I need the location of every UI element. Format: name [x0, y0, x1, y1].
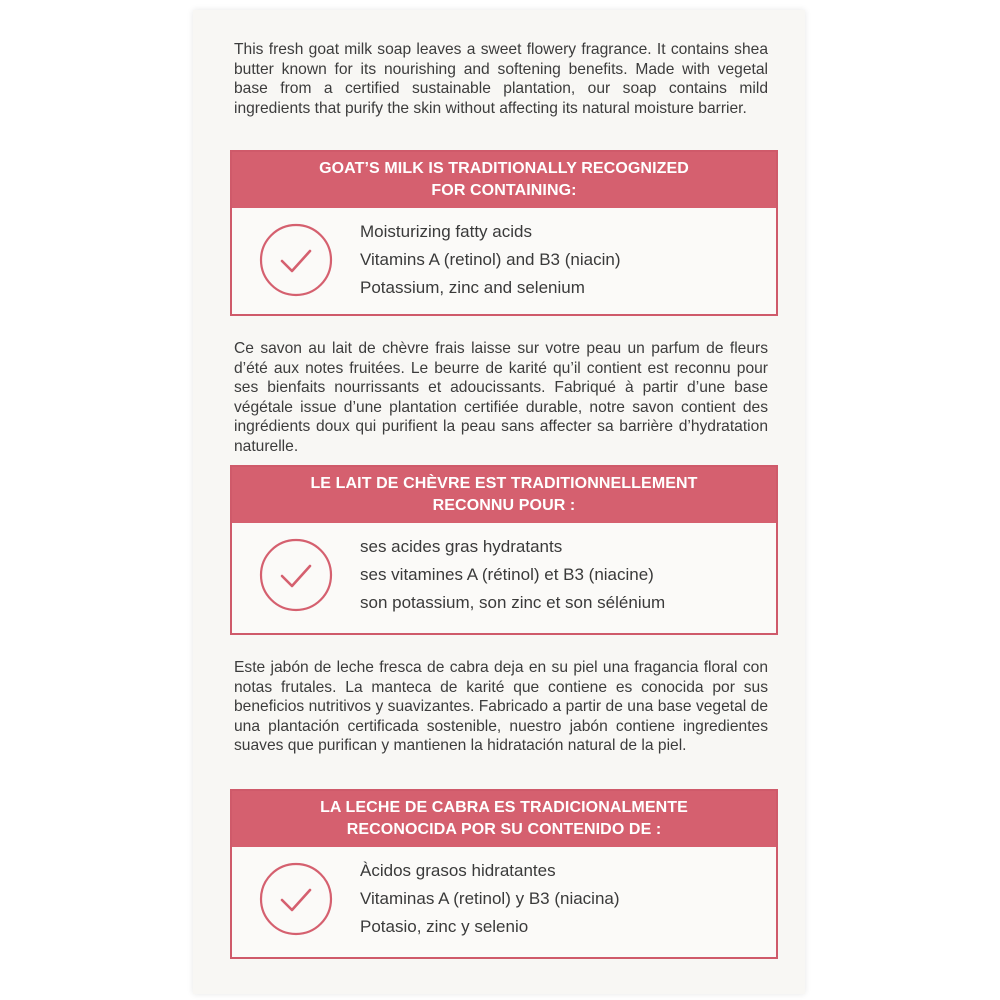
list-item: ses acides gras hydratants — [360, 537, 563, 556]
spanish-description: Este jabón de leche fresca de cabra deja en su piel una fragancia floral con notas frutales. La manteca de karité que contiene es conocida por sus beneficios nutritivos y suavizantes. Fabricado a partir de una base vegetal de una plantación certificada sostenible, nuestro jabón contiene ingredientes suaves que purifican y mantienen la hidratación natural de la piel. — [234, 659, 768, 754]
list-item: ses vitamines A (rétinol) et B3 (niacine) — [360, 565, 654, 584]
english-heading-line2: FOR CONTAINING: — [431, 182, 577, 199]
check-circle-icon — [258, 537, 334, 613]
check-circle-icon — [258, 222, 334, 298]
check-circle-icon — [258, 861, 334, 937]
french-benefits-list — [360, 533, 665, 617]
spanish-heading-line2: RECONOCIDA POR SU CONTENIDO DE : — [346, 821, 662, 838]
spanish-benefits-heading — [232, 791, 776, 847]
french-heading-line1: LE LAIT DE CHÈVRE EST TRADITIONNELLEMENT — [310, 475, 698, 492]
french-heading-line2: RECONNU POUR : — [432, 497, 576, 514]
english-benefits-list — [360, 218, 620, 302]
list-item: Potassium, zinc and selenium — [360, 278, 585, 297]
list-item: Vitaminas A (retinol) y B3 (niacina) — [360, 889, 620, 908]
list-item: son potassium, son zinc et son sélénium — [360, 593, 666, 612]
french-benefits-box — [230, 465, 778, 635]
english-description: This fresh goat milk soap leaves a sweet flowery fragrance. It contains shea butter known for its nourishing and softening benefits. Made with vegetal base from a certified sustainable plantation, our soap contains mild ingredients that purify the skin without affecting its natural moisture barrier. — [234, 41, 768, 117]
list-item: Moisturizing fatty acids — [360, 222, 532, 241]
english-benefits-box — [230, 150, 778, 316]
french-description: Ce savon au lait de chèvre frais laisse sur votre peau un parfum de fleurs d’été aux notes fruitées. Le beurre de karité qu’il contient est reconnu pour ses bienfaits nourrissants et adoucissants. Fabriqué à partir d’une base végétale issue d’une plantation certifiée durable, notre savon contient des ingrédients doux qui purifient la peau sans affecter sa barrière d’hydratation naturelle. — [234, 340, 768, 455]
english-benefits-heading — [232, 152, 776, 208]
french-benefits-heading — [232, 467, 776, 523]
spanish-heading-line1: LA LECHE DE CABRA ES TRADICIONALMENTE — [320, 799, 688, 816]
list-item: Vitamins A (retinol) and B3 (niacin) — [360, 250, 621, 269]
english-heading-line1: GOAT’S MILK IS TRADITIONALLY RECOGNIZED — [319, 160, 689, 177]
list-item: Potasio, zinc y selenio — [360, 917, 529, 936]
spanish-benefits-list — [360, 857, 620, 941]
spanish-benefits-box — [230, 789, 778, 959]
list-item: Àcidos grasos hidratantes — [360, 861, 556, 880]
